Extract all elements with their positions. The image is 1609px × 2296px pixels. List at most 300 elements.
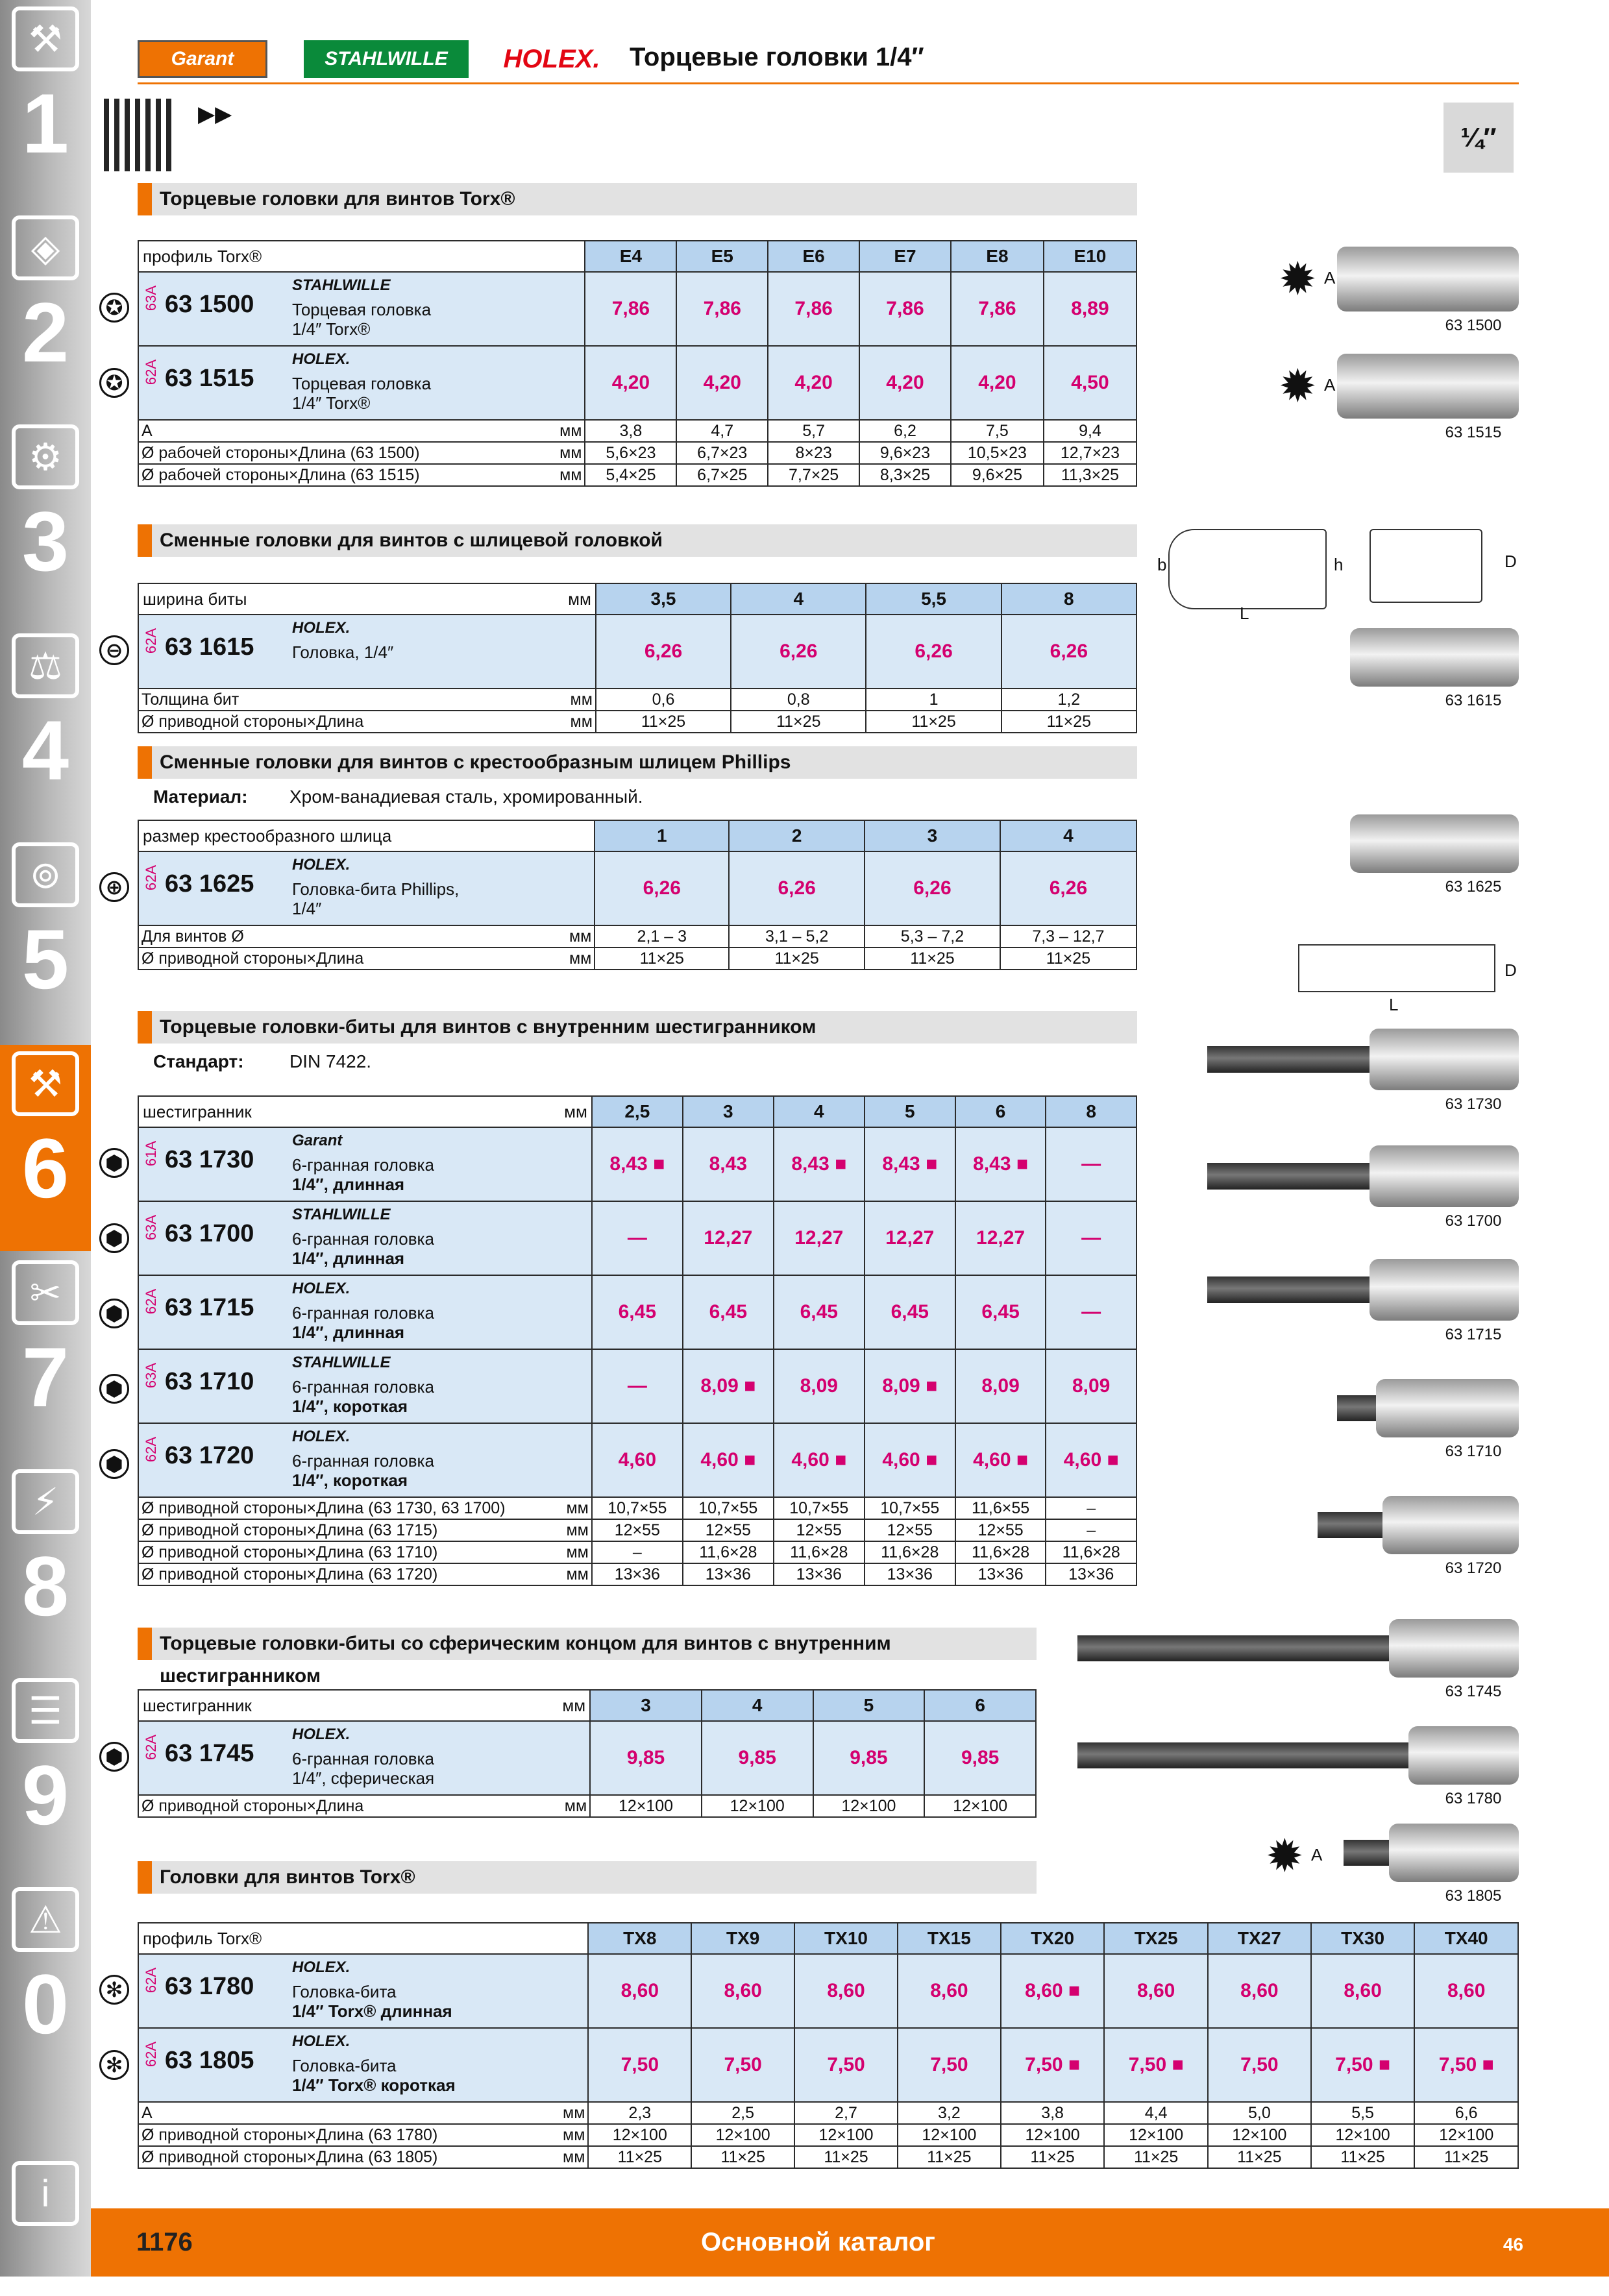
article-number[interactable]: 63 1625	[165, 870, 254, 898]
image-caption: 63 1625	[1445, 878, 1502, 896]
chapter-number: 7	[21, 1330, 69, 1424]
price-cell[interactable]: 7,86	[859, 272, 951, 346]
price-cell[interactable]: 8,43	[683, 1127, 774, 1201]
product-description	[292, 2056, 506, 2095]
price-cell[interactable]: 8,09 ■	[865, 1349, 955, 1423]
spec-value: 11,6×55	[955, 1497, 1046, 1519]
price-cell[interactable]: 6,26	[865, 851, 1000, 925]
sidebar-tab-4[interactable]	[0, 627, 91, 833]
spec-value: 7,5	[951, 420, 1044, 442]
product-row[interactable]	[138, 615, 1136, 689]
spec-value: 7,3 – 12,7	[1000, 925, 1136, 947]
spec-value: 11×25	[865, 947, 1000, 970]
product-row[interactable]	[138, 1201, 1136, 1275]
price-cell[interactable]: 8,60	[898, 1954, 1001, 2028]
spec-value: 12×55	[774, 1519, 865, 1541]
column-label	[138, 820, 595, 851]
article-number[interactable]: 63 1515	[165, 365, 254, 392]
spec-label	[138, 925, 595, 947]
column-unit: мм	[564, 1101, 587, 1121]
spec-unit: мм	[569, 927, 592, 946]
spec-label-text: Ø приводной стороны×Длина (63 1780)	[141, 2126, 438, 2144]
section-title: Торцевые головки-биты для винтов с внутренним шестигранником	[138, 1011, 1137, 1044]
product-cell	[138, 1349, 592, 1423]
price-cell[interactable]: 8,09 ■	[683, 1349, 774, 1423]
column-header: 6	[955, 1096, 1046, 1127]
price-cell[interactable]: 4,60 ■	[683, 1423, 774, 1497]
drive-profile-icon: ⬢	[99, 1742, 129, 1772]
price-cell[interactable]: 6,26	[729, 851, 865, 925]
phillips-bit-drawing	[1298, 944, 1495, 992]
spec-label-text: Для винтов Ø	[141, 927, 244, 946]
product-image	[1337, 247, 1519, 344]
sidebar-tab-1[interactable]	[0, 0, 91, 206]
spec-value: 12×100	[898, 2124, 1001, 2146]
bit-shaft	[1207, 1046, 1376, 1073]
price-cell[interactable]: 8,60	[1104, 1954, 1208, 2028]
price-cell[interactable]: 7,50	[1208, 2028, 1311, 2102]
column-header: 5,5	[866, 583, 1001, 615]
torx-star-icon: ✹	[1266, 1831, 1304, 1881]
price-cell[interactable]: —	[1046, 1201, 1136, 1275]
catalog-name: Основной каталог	[701, 2228, 935, 2256]
sidebar-tab-5[interactable]	[0, 836, 91, 1042]
description-line: 6-гранная головка	[292, 1749, 434, 1768]
spec-value: 12×100	[691, 2124, 794, 2146]
price-cell[interactable]: 4,20	[768, 346, 859, 420]
description-line: 1/4″ Torx® короткая	[292, 2075, 456, 2095]
product-table	[138, 1689, 1037, 1818]
price-group-tag: 61A	[143, 1141, 159, 1167]
column-label-text: ширина биты	[143, 589, 247, 609]
spec-label	[138, 1497, 592, 1519]
price-cell[interactable]: 8,60 ■	[1001, 1954, 1105, 2028]
spec-value: 12×55	[683, 1519, 774, 1541]
price-cell[interactable]: 6,26	[1000, 851, 1136, 925]
spec-unit: мм	[566, 1499, 589, 1517]
product-row[interactable]	[138, 1127, 1136, 1201]
spec-label-text: Ø рабочей стороны×Длина (63 1500)	[141, 444, 420, 462]
product-description	[292, 1155, 506, 1194]
price-cell[interactable]: 8,89	[1044, 272, 1136, 346]
spec-value: 4,4	[1104, 2102, 1208, 2124]
spec-value: 11×25	[1208, 2146, 1311, 2168]
price-group-tag: 62A	[143, 1289, 159, 1315]
spec-value: 11,6×28	[865, 1541, 955, 1563]
column-header: 4	[1000, 820, 1136, 851]
column-header: 5	[813, 1690, 925, 1721]
description-line: Головка-бита	[292, 2056, 397, 2075]
spec-value: 2,7	[794, 2102, 898, 2124]
qr-code[interactable]	[104, 99, 177, 171]
product-row[interactable]	[138, 1423, 1136, 1497]
bit-shaft	[1344, 1840, 1395, 1866]
column-label-text: размер крестообразного шлица	[143, 825, 392, 846]
spec-value: 10,5×23	[951, 442, 1044, 464]
price-cell[interactable]: 7,86	[951, 272, 1044, 346]
spec-label	[138, 442, 585, 464]
spec-value: 1,2	[1001, 689, 1136, 711]
price-group-tag: 63A	[143, 286, 159, 311]
sidebar-tab-3[interactable]	[0, 418, 91, 624]
spec-value: 12×55	[865, 1519, 955, 1541]
spec-value: 11×25	[595, 947, 729, 970]
spec-value: 12×100	[1208, 2124, 1311, 2146]
note-value: DIN 7422.	[289, 1051, 372, 1071]
price-cell[interactable]: 8,43 ■	[774, 1127, 865, 1201]
article-number[interactable]: 63 1710	[165, 1368, 254, 1395]
column-header: 3	[683, 1096, 774, 1127]
price-cell[interactable]: 8,09	[955, 1349, 1046, 1423]
spec-unit: мм	[570, 690, 593, 709]
image-caption: 63 1805	[1445, 1887, 1502, 1905]
table-header-row	[138, 1096, 1136, 1127]
size-badge: ¼″	[1443, 103, 1514, 173]
table-header-row	[138, 241, 1136, 272]
sidebar-tab-6[interactable]	[0, 1045, 91, 1251]
price-cell[interactable]: 7,86	[676, 272, 768, 346]
price-cell[interactable]: 9,85	[702, 1721, 813, 1795]
spec-label-text: Ø приводной стороны×Длина (63 1805)	[141, 2148, 438, 2166]
price-cell[interactable]: 4,60 ■	[865, 1423, 955, 1497]
table-header-row	[138, 583, 1136, 615]
torx-star-icon: ✹	[1279, 254, 1317, 304]
product-cell	[138, 615, 596, 689]
product-row[interactable]	[138, 851, 1136, 925]
forward-arrows-icon[interactable]: ▶▶	[198, 102, 232, 127]
sidebar-tab-2[interactable]	[0, 209, 91, 415]
article-number[interactable]: 63 1780	[165, 1973, 254, 2000]
price-cell[interactable]: 6,26	[595, 851, 729, 925]
article-number[interactable]: 63 1700	[165, 1220, 254, 1247]
spec-value: 11×25	[898, 2146, 1001, 2168]
price-cell[interactable]: 12,27	[865, 1201, 955, 1275]
price-cell[interactable]: 4,60	[592, 1423, 683, 1497]
sidebar-tab-0[interactable]	[0, 1881, 91, 2087]
price-cell[interactable]: 8,60	[794, 1954, 898, 2028]
spec-value: 11,6×28	[1046, 1541, 1136, 1563]
price-cell[interactable]: 8,09	[1046, 1349, 1136, 1423]
article-number[interactable]: 63 1615	[165, 633, 254, 661]
spec-row	[138, 464, 1136, 486]
column-label-text: шестигранник	[143, 1695, 252, 1715]
product-image	[1350, 814, 1519, 905]
product-image	[1207, 1259, 1519, 1353]
article-number[interactable]: 63 1730	[165, 1146, 254, 1173]
price-cell[interactable]: 7,50 ■	[1104, 2028, 1208, 2102]
column-unit: мм	[562, 1695, 586, 1715]
price-cell[interactable]: 7,50 ■	[1311, 2028, 1415, 2102]
price-cell[interactable]: 8,60	[1311, 1954, 1415, 2028]
price-cell[interactable]: 9,85	[813, 1721, 925, 1795]
spec-unit: мм	[563, 2148, 585, 2166]
price-group-tag: 62A	[143, 865, 159, 891]
spec-label	[138, 2102, 588, 2124]
spec-value: 3,8	[1001, 2102, 1105, 2124]
section-title: Сменные головки для винтов с шлицевой головкой	[138, 524, 1137, 557]
column-header: TX30	[1311, 1923, 1415, 1954]
column-header: E7	[859, 241, 951, 272]
spec-value: 2,5	[691, 2102, 794, 2124]
spec-label	[138, 464, 585, 486]
product-row[interactable]	[138, 272, 1136, 346]
product-description	[292, 1749, 506, 1788]
spec-unit: мм	[563, 2126, 585, 2144]
article-number[interactable]: 63 1745	[165, 1740, 254, 1767]
price-cell[interactable]: 7,86	[585, 272, 676, 346]
chapter-icon: ⚒	[12, 6, 79, 71]
price-cell[interactable]: 7,86	[768, 272, 859, 346]
price-cell[interactable]: 8,43 ■	[955, 1127, 1046, 1201]
spec-value: 5,3 – 7,2	[865, 925, 1000, 947]
price-cell[interactable]: 7,50	[898, 2028, 1001, 2102]
price-cell[interactable]: 4,60 ■	[955, 1423, 1046, 1497]
section-note	[153, 1051, 371, 1072]
article-number[interactable]: 63 1715	[165, 1294, 254, 1321]
description-line: 1/4″, короткая	[292, 1471, 408, 1490]
image-caption: 63 1615	[1445, 692, 1502, 709]
spec-row	[138, 420, 1136, 442]
product-row[interactable]	[138, 1349, 1136, 1423]
spec-value: 6,7×23	[676, 442, 768, 464]
spec-value: 2,1 – 3	[595, 925, 729, 947]
description-line: 6-гранная головка	[292, 1377, 434, 1397]
section-title: Торцевые головки для винтов Torx®	[138, 183, 1137, 215]
price-cell[interactable]: 8,43 ■	[865, 1127, 955, 1201]
column-label	[138, 1923, 588, 1954]
image-caption: 63 1515	[1445, 424, 1502, 441]
dimension-label: b	[1157, 555, 1167, 574]
price-cell[interactable]: 4,20	[951, 346, 1044, 420]
column-header: 6	[924, 1690, 1036, 1721]
product-row[interactable]	[138, 1954, 1518, 2028]
price-cell[interactable]: 8,60	[588, 1954, 691, 2028]
sidebar-tab-8[interactable]	[0, 1463, 91, 1669]
price-cell[interactable]: —	[1046, 1127, 1136, 1201]
chapter-number: 6	[21, 1121, 69, 1215]
spec-value: 3,2	[898, 2102, 1001, 2124]
spec-value: 0,8	[731, 689, 866, 711]
price-cell[interactable]: 6,45	[865, 1275, 955, 1349]
spec-value: 13×36	[1046, 1563, 1136, 1585]
description-line: Торцевая головка	[292, 300, 432, 319]
spec-label	[138, 1563, 592, 1585]
column-header: TX25	[1104, 1923, 1208, 1954]
price-cell[interactable]: 4,20	[676, 346, 768, 420]
product-description	[292, 1303, 506, 1342]
product-cell	[138, 2028, 588, 2102]
spec-value: 4,7	[676, 420, 768, 442]
spec-label-text: Ø приводной стороны×Длина (63 1715)	[141, 1521, 438, 1539]
spec-value: 11×25	[691, 2146, 794, 2168]
column-header: TX27	[1208, 1923, 1311, 1954]
brand-label: STAHLWILLE	[292, 1206, 391, 1223]
spec-value: 13×36	[865, 1563, 955, 1585]
column-label-text: профиль Torx®	[143, 246, 262, 266]
chapter-sidebar	[0, 0, 91, 2277]
column-label	[138, 1096, 592, 1127]
price-cell[interactable]: 6,45	[774, 1275, 865, 1349]
spec-label	[138, 689, 596, 711]
spec-value: 12×100	[1311, 2124, 1415, 2146]
brand-label: STAHLWILLE	[292, 1354, 391, 1371]
chapter-number: 1	[21, 76, 69, 171]
image-caption: 63 1730	[1445, 1095, 1502, 1113]
price-cell[interactable]: 7,50 ■	[1414, 2028, 1518, 2102]
price-cell[interactable]: 9,85	[924, 1721, 1036, 1795]
price-cell[interactable]: 6,26	[866, 615, 1001, 689]
price-cell[interactable]: —	[592, 1349, 683, 1423]
price-cell[interactable]: —	[592, 1201, 683, 1275]
spec-value: 12×100	[924, 1795, 1036, 1817]
spec-value: 1	[866, 689, 1001, 711]
price-cell[interactable]: 9,85	[590, 1721, 702, 1795]
price-cell[interactable]: 6,26	[596, 615, 731, 689]
spec-value: 12×100	[588, 2124, 691, 2146]
article-number[interactable]: 63 1720	[165, 1442, 254, 1469]
spec-value: 7,7×25	[768, 464, 859, 486]
bit-shaft	[1207, 1276, 1376, 1304]
price-group-tag: 62A	[143, 2042, 159, 2068]
spec-label-text: Ø рабочей стороны×Длина (63 1515)	[141, 466, 420, 484]
chapter-number: 0	[21, 1957, 69, 2051]
chapter-icon: ⚡	[12, 1469, 79, 1534]
spec-unit: мм	[566, 1521, 589, 1539]
spec-value: 11×25	[596, 711, 731, 733]
product-row[interactable]	[138, 1275, 1136, 1349]
spec-row	[138, 2102, 1518, 2124]
spec-value: 11×25	[1104, 2146, 1208, 2168]
spec-value: 12×100	[1104, 2124, 1208, 2146]
spec-label	[138, 711, 596, 733]
price-cell[interactable]: 4,60 ■	[1046, 1423, 1136, 1497]
spec-value: 6,7×25	[676, 464, 768, 486]
product-description	[292, 879, 506, 918]
spec-value: 12×55	[592, 1519, 683, 1541]
price-cell[interactable]: 8,60	[691, 1954, 794, 2028]
price-cell[interactable]: 7,50 ■	[1001, 2028, 1105, 2102]
page-code: 46	[1503, 2234, 1523, 2254]
drive-profile-icon: ⬢	[99, 1148, 129, 1178]
column-header: TX9	[691, 1923, 794, 1954]
column-header: 3	[590, 1690, 702, 1721]
spec-unit: мм	[570, 713, 593, 731]
product-cell	[138, 1954, 588, 2028]
spec-value: 12×100	[813, 1795, 925, 1817]
product-row[interactable]	[138, 346, 1136, 420]
sidebar-tab-9[interactable]	[0, 1672, 91, 1878]
spec-unit: мм	[559, 444, 582, 462]
product-row[interactable]	[138, 1721, 1036, 1795]
spec-value: 13×36	[683, 1563, 774, 1585]
article-number[interactable]: 63 1500	[165, 291, 254, 318]
bit-shaft	[1077, 1742, 1415, 1768]
chapter-icon: ⚙	[12, 424, 79, 489]
section-title: Сменные головки для винтов с крестообразным шлицем Phillips	[138, 746, 1137, 779]
price-cell[interactable]: 12,27	[683, 1201, 774, 1275]
garant-logo: Garant	[138, 40, 267, 78]
price-cell[interactable]: 4,50	[1044, 346, 1136, 420]
price-group-tag: 62A	[143, 628, 159, 654]
column-header: E5	[676, 241, 768, 272]
socket-body	[1369, 1029, 1519, 1090]
column-label	[138, 1690, 590, 1721]
chapter-icon: ⚖	[12, 633, 79, 698]
description-line: 6-гранная головка	[292, 1303, 434, 1323]
socket-body	[1350, 628, 1519, 687]
product-row[interactable]	[138, 2028, 1518, 2102]
spec-row	[138, 1795, 1036, 1817]
price-cell[interactable]: 7,50	[588, 2028, 691, 2102]
price-cell[interactable]: 12,27	[774, 1201, 865, 1275]
product-image	[1318, 1496, 1519, 1587]
chapter-icon: ⊚	[12, 842, 79, 907]
product-image	[1077, 1726, 1519, 1817]
sidebar-tab-7[interactable]	[0, 1254, 91, 1460]
price-cell[interactable]: 6,26	[731, 615, 866, 689]
spec-value: 11,3×25	[1044, 464, 1136, 486]
sidebar-tab-i[interactable]	[0, 2090, 91, 2296]
price-group-tag: 62A	[143, 1968, 159, 1994]
price-cell[interactable]: 8,09	[774, 1349, 865, 1423]
article-number[interactable]: 63 1805	[165, 2047, 254, 2074]
note-key: Материал:	[153, 787, 248, 807]
product-cell	[138, 851, 595, 925]
spec-value: 2,3	[588, 2102, 691, 2124]
column-header: TX20	[1001, 1923, 1105, 1954]
spec-unit: мм	[564, 1797, 587, 1815]
price-cell[interactable]: —	[1046, 1275, 1136, 1349]
spec-value: 11×25	[866, 711, 1001, 733]
table-header-row	[138, 820, 1136, 851]
spec-value: 11×25	[1414, 2146, 1518, 2168]
price-cell[interactable]: 7,50	[691, 2028, 794, 2102]
price-cell[interactable]: 4,20	[859, 346, 951, 420]
price-cell[interactable]: 8,43 ■	[592, 1127, 683, 1201]
chapter-number: 5	[21, 912, 69, 1007]
image-caption: 63 1720	[1445, 1559, 1502, 1577]
image-caption: 63 1780	[1445, 1790, 1502, 1807]
price-cell[interactable]: 6,26	[1001, 615, 1136, 689]
spec-value: 10,7×55	[865, 1497, 955, 1519]
price-cell[interactable]: 6,45	[955, 1275, 1046, 1349]
price-cell[interactable]: 7,50	[794, 2028, 898, 2102]
price-cell[interactable]: 4,60 ■	[774, 1423, 865, 1497]
column-header: 4	[774, 1096, 865, 1127]
brand-label: HOLEX.	[292, 1280, 350, 1297]
product-cell	[138, 1201, 592, 1275]
spec-value: 3,1 – 5,2	[729, 925, 865, 947]
socket-body	[1337, 354, 1519, 419]
image-caption: 63 1500	[1445, 317, 1502, 334]
product-description	[292, 1377, 506, 1416]
dimension-label: h	[1334, 555, 1344, 574]
price-cell[interactable]: 6,45	[683, 1275, 774, 1349]
socket-body	[1350, 814, 1519, 873]
brand-label: HOLEX.	[292, 1428, 350, 1445]
price-cell[interactable]: 6,45	[592, 1275, 683, 1349]
spec-value: 5,6×23	[585, 442, 676, 464]
spec-value: 10,7×55	[683, 1497, 774, 1519]
chapter-icon: i	[12, 2161, 79, 2226]
brand-label: HOLEX.	[292, 2033, 350, 2050]
price-cell[interactable]: 8,60	[1208, 1954, 1311, 2028]
spec-value: 10,7×55	[774, 1497, 865, 1519]
price-cell[interactable]: 4,20	[585, 346, 676, 420]
price-cell[interactable]: 12,27	[955, 1201, 1046, 1275]
description-line: 1/4″	[292, 899, 322, 918]
price-cell[interactable]: 8,60	[1414, 1954, 1518, 2028]
